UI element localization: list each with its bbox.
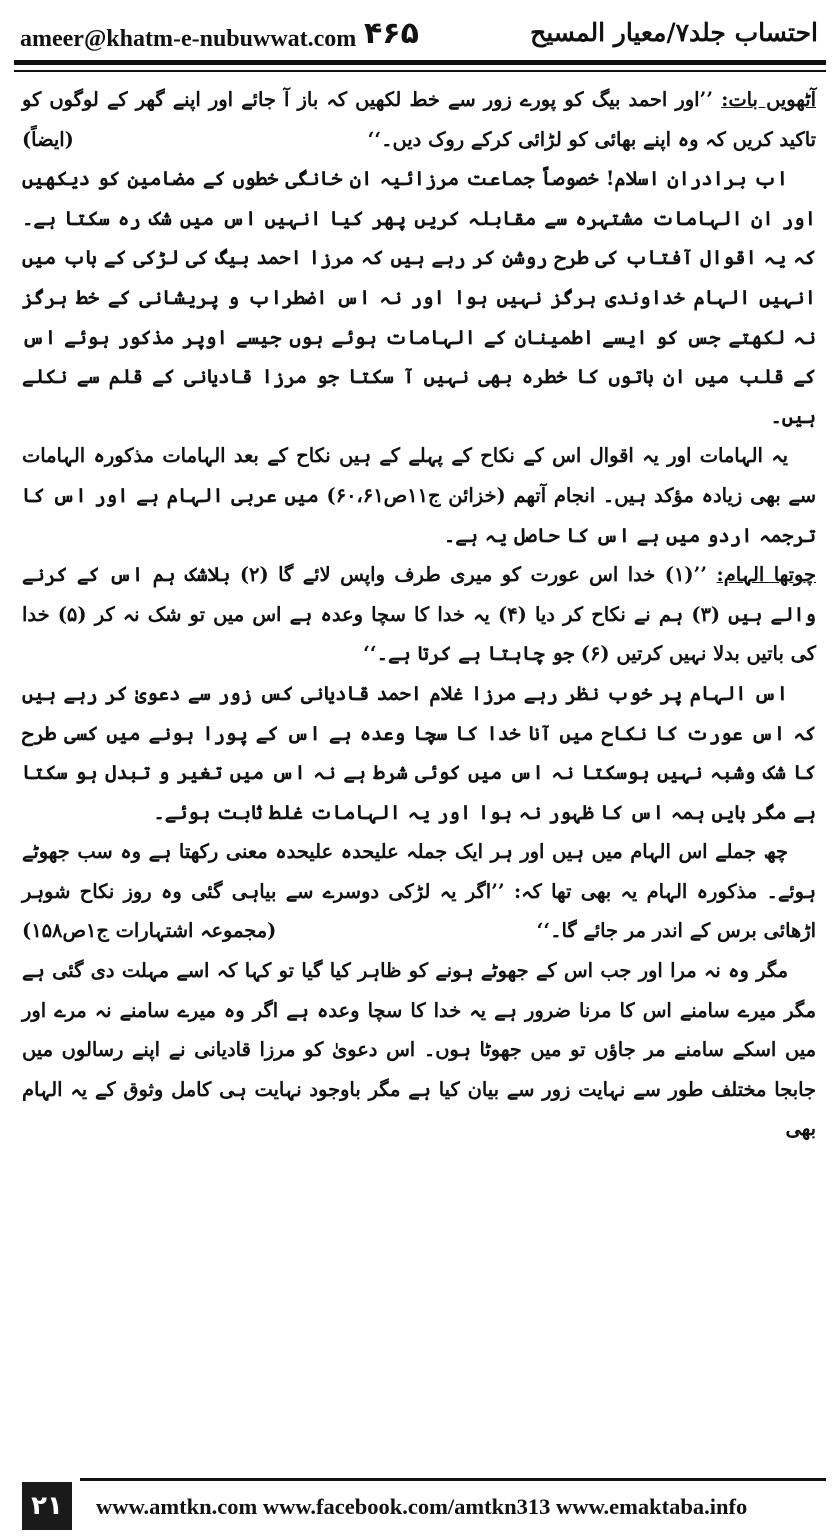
paragraph-brothers-of-islam: اب برادران اسلام! خصوصاً جماعت مرزائیہ ان خانگی خطوں کے مضامین کو دیکھیں اور ان الہامات مشتہرہ سے مقابلہ کریں پھر کیا انہیں اس میں شک رہ سکتا ہے۔ کہ یہ اقوال آفتاب کی طرح روشن کر رہے ہیں کہ مرزا احمد بیگ کی لڑکی کے باب میں انہیں الہام خداوندی ہرگز نہیں ہوا اور نہ اس اضطراب و پریشانی کے خط ہرگز نہ لکھتے جس کو ایسے اطمینان کے الہامات ہوئے ہوں جیسے اوپر مذکور ہوئے اس کے قلب میں ان باتوں کا خطرہ بھی نہیں آ سکتا جو مرزا قادیانی کے قلم سے نکلے ہیں۔	[22, 167, 816, 428]
footer-urls: www.amtkn.com www.facebook.com/amtkn313 www.emaktaba.info	[96, 1494, 748, 1519]
paragraph-six-sentences	[22, 832, 816, 951]
paragraph-ilham-claim: اس الہام پر خوب نظر رہے مرزا غلام احمد قادیانی کس زور سے دعویٰ کر رہے ہیں کہ اس عورت کا نکاح میں آنا خدا کا سچا وعدہ ہے اس کے پورا ہونے میں کسی طرح کا شک وشبہ نہیں ہوسکتا نہ اس میں کوئی شرط ہے نہ اس میں تغیر و تبدل ہو سکتا ہے مگر بایں ہمہ اس کا ظہور نہ ہوا اور یہ الہامات غلط ثابت ہوئے۔	[22, 681, 816, 824]
fourth-ilham-text: ’’(۱) خدا اس عورت کو میری طرف واپس لائے گا (۲) بلاشک ہم اس کے کرنے والے ہیں (۳) ہم نے نکاح کر دیا (۴) یہ خدا کا سچا وعدہ ہے اس میں تو شک نہ کر (۵) خدا کی باتیں بدلا نہیں کرتیں (۶) جو چاہتا ہے کرتا ہے۔‘‘	[22, 563, 816, 666]
fourth-ilham-label: چوتھا الہام:	[716, 563, 816, 587]
header-rule-thin	[14, 70, 826, 72]
header-email: ameer@khatm-e-nubuwwat.com	[20, 26, 357, 52]
eighth-point-reference: (ایضاً)	[22, 127, 74, 151]
eighth-point-label: آٹھویں بات:	[721, 88, 816, 111]
paragraph-ilhamat-before-nikah: یہ الہامات اور یہ اقوال اس کے نکاح کے پہلے کے ہیں نکاح کے بعد الہامات مذکورہ الہامات سے بھی زیادہ مؤکد ہیں۔ انجام آتھم (خزائن ج۱۱ص۶۰،۶۱) میں عربی الہام ہے اور اس کا ترجمہ اردو میں ہے اس کا حاصل یہ ہے۔	[22, 444, 816, 547]
footer-rule	[80, 1478, 826, 1481]
paragraph-fourth-ilham	[22, 555, 816, 674]
paragraph-did-not-die: مگر وہ نہ مرا اور جب اس کے جھوٹے ہونے کو ظاہر کیا گیا تو کہا کہ اسے مہلت دی گئی ہے مگر میرے سامنے اس کا مرنا ضرور ہے یہ خدا کا سچا وعدہ ہے اگر وہ میرے سامنے نہ مرے اور میں اسکے سامنے مر جاؤں تو میں جھوٹا ہوں۔ اس دعویٰ کو مرزا قادیانی نے اپنے رسالوں میں جابجا مختلف طور سے نہایت زور سے بیان کیا ہے مگر باوجود نہایت ہی کامل وثوق کے یہ الہام بھی	[22, 959, 816, 1141]
paragraph-eighth-point	[22, 80, 816, 159]
header-book-title: احتساب جلد۷/معیار المسیح	[530, 18, 818, 47]
header-page-number: ۴۶۵	[364, 16, 419, 51]
page-body	[22, 80, 816, 1149]
eighth-point-text: ’’اور احمد بیگ کو پورے زور سے خط لکھیں کہ باز آ جائے اور اپنے گھر کے لوگوں کو تاکید کریں کہ وہ اپنے بھائی کو لڑائی کرکے روک دیں۔‘‘	[22, 88, 816, 151]
six-sentences-reference: (مجموعہ اشتہارات ج۱ص۱۵۸)	[22, 919, 277, 943]
footer-page-number: ۲۱	[22, 1482, 72, 1530]
header-rule-thick	[14, 60, 826, 65]
six-sentences-text: چھ جملے اس الہام میں ہیں اور ہر ایک جملہ علیحدہ علیحدہ معنی رکھتا ہے وہ سب جھوٹے ہوئے۔ مذکورہ الہام یہ بھی تھا کہ: ’’اگر یہ لڑکی دوسرے سے بیاہی گئی وہ روز نکاح شوہر اڑھائی برس کے اندر مر جائے گا۔‘‘	[22, 840, 816, 943]
